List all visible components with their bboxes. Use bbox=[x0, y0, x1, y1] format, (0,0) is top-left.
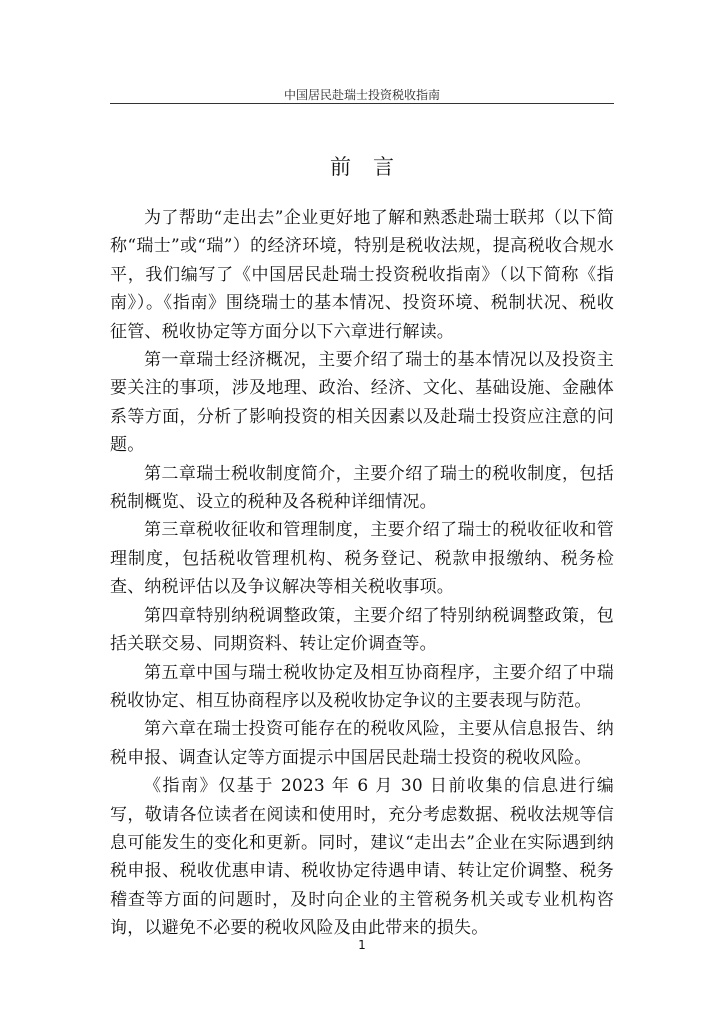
paragraph-intro: 为了帮助“走出去”企业更好地了解和熟悉赴瑞士联邦（以下简称“瑞士”或“瑞”）的经济环境，特别是税收法规，提高税收合规水平，我们编写了《中国居民赴瑞士投资税收指南》（以下简称《指南》）。《指南》围绕瑞士的基本情况、投资环境、税制状况、税收征管、税收协定等方面分以下六章进行解读。 bbox=[110, 208, 614, 342]
paragraph-chapter-2: 第二章瑞士税收制度简介，主要介绍了瑞士的税收制度，包括税制概览、设立的税种及各税种详细情况。 bbox=[110, 463, 614, 513]
paragraph-disclaimer: 《指南》仅基于 2023 年 6 月 30 日前收集的信息进行编写，敬请各位读者在阅读和使用时，充分考虑数据、税收法规等信息可能发生的变化和更新。同时，建议“走出去”企业在实际遇到纳税申报、税收优惠申请、税收协定待遇申请、转让定价调整、税务稽查等方面的问题时，及时向企业的主管税务机关或专业机构咨询，以避免不必要的税收风险及由此带来的损失。 bbox=[110, 776, 614, 939]
page-title: 前言 bbox=[330, 155, 416, 179]
paragraph-chapter-3: 第三章税收征收和管理制度，主要介绍了瑞士的税收征收和管理制度，包括税收管理机构、税务登记、税款申报缴纳、税务检查、纳税评估以及争议解决等相关税收事项。 bbox=[110, 520, 614, 598]
page-number: 1 bbox=[358, 938, 366, 952]
paragraph-chapter-5: 第五章中国与瑞士税收协定及相互协商程序，主要介绍了中瑞税收协定、相互协商程序以及税收协定争议的主要表现与防范。 bbox=[110, 662, 614, 711]
preface-body bbox=[110, 204, 614, 943]
header-divider bbox=[110, 103, 614, 104]
running-header: 中国居民赴瑞士投资税收指南 bbox=[283, 88, 440, 102]
paragraph-chapter-4: 第四章特别纳税调整政策，主要介绍了特别纳税调整政策，包括关联交易、同期资料、转让定价调查等。 bbox=[110, 605, 614, 655]
paragraph-chapter-1: 第一章瑞士经济概况，主要介绍了瑞士的基本情况以及投资主要关注的事项，涉及地理、政治、经济、文化、基础设施、金融体系等方面，分析了影响投资的相关因素以及赴瑞士投资应注意的问题。 bbox=[110, 350, 614, 456]
paragraph-chapter-6: 第六章在瑞士投资可能存在的税收风险，主要从信息报告、纳税申报、调查认定等方面提示中国居民赴瑞士投资的税收风险。 bbox=[110, 719, 614, 768]
